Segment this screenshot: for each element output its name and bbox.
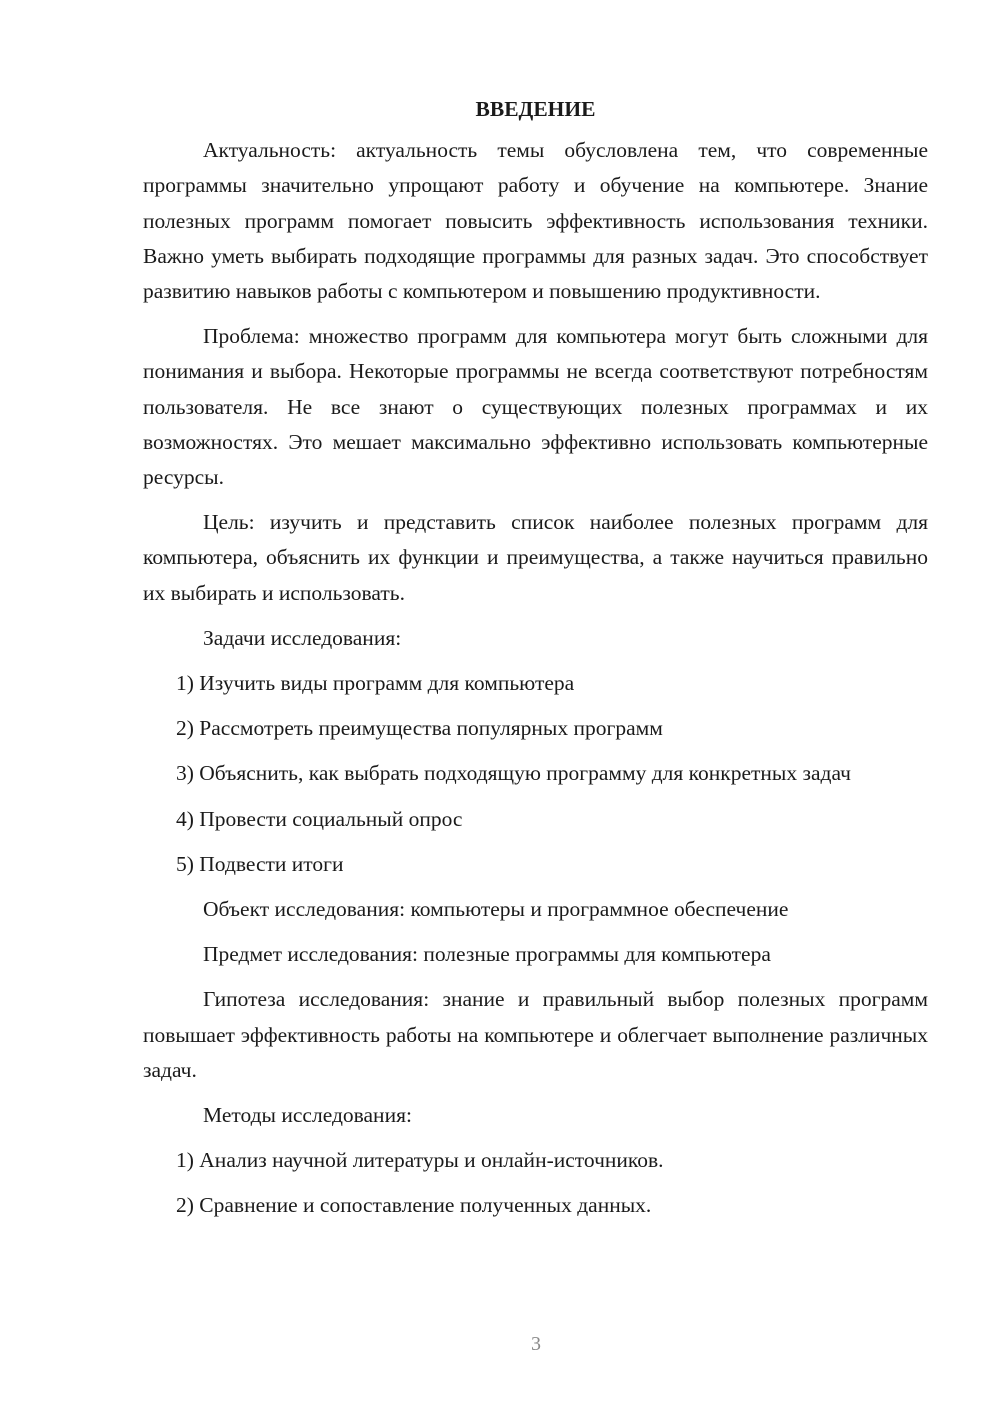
- tasks-heading: Задачи исследования:: [203, 625, 402, 650]
- task-item-3: 3) Объяснить, как выбрать подходящую программу для конкретных задач: [176, 761, 851, 786]
- methods-heading: Методы исследования:: [203, 1103, 412, 1128]
- page-number: 3: [531, 1333, 541, 1355]
- task-item-4: 4) Провести социальный опрос: [176, 806, 463, 831]
- section-title: ВВЕДЕНИЕ: [475, 97, 596, 121]
- relevance-paragraph: Актуальность: актуальность темы обусловлена тем, что современные программы значительно упрощают работу и обучение на компьютере. Знание полезных программ помогает повысить эффективность использования техники. Важно уметь выбирать подходящие программы для разных задач. Это способствует развитию навыков работы с компьютером и повышению продуктивности.: [143, 138, 928, 304]
- problem-paragraph: Проблема: множество программ для компьютера могут быть сложными для понимания и выбора. Некоторые программы не всегда соответствуют потребностям пользователя. Не все знают о существующих полезных программах и их возможностях. Это мешает максимально эффективно использовать компьютерные ресурсы.: [143, 324, 928, 490]
- document-page: [143, 92, 928, 1234]
- goal-paragraph: Цель: изучить и представить список наиболее полезных программ для компьютера, объяснить их функции и преимущества, а также научиться правильно их выбирать и использовать.: [143, 510, 928, 605]
- subject-paragraph: Предмет исследования: полезные программы для компьютера: [203, 942, 771, 967]
- object-paragraph: Объект исследования: компьютеры и программное обеспечение: [203, 897, 789, 922]
- method-item-2: 2) Сравнение и сопоставление полученных данных.: [176, 1193, 652, 1218]
- hypothesis-paragraph: Гипотеза исследования: знание и правильный выбор полезных программ повышает эффективность работы на компьютере и облегчает выполнение различных задач.: [143, 987, 928, 1082]
- task-item-5: 5) Подвести итоги: [176, 851, 344, 876]
- task-item-2: 2) Рассмотреть преимущества популярных программ: [176, 716, 663, 741]
- task-item-1: 1) Изучить виды программ для компьютера: [176, 671, 575, 696]
- method-item-1: 1) Анализ научной литературы и онлайн-источников.: [176, 1148, 664, 1173]
